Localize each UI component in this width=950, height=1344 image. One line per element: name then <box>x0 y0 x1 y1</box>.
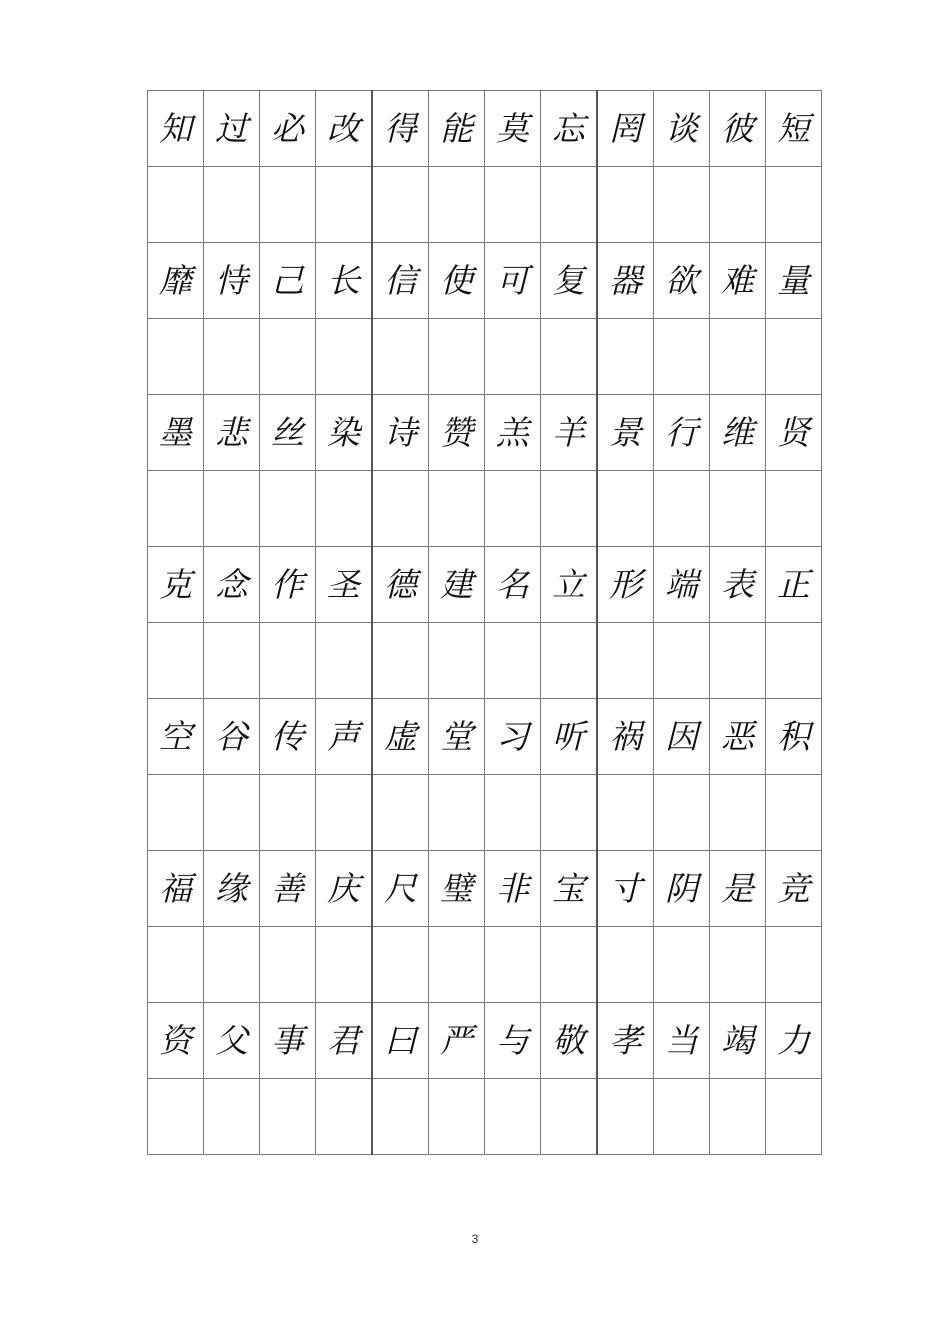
practice-cell[interactable] <box>316 623 373 699</box>
model-character-cell: 虚 <box>372 699 429 775</box>
practice-cell[interactable] <box>372 319 429 395</box>
practice-cell[interactable] <box>541 1079 598 1155</box>
practice-row <box>148 1079 822 1155</box>
practice-cell[interactable] <box>766 167 822 243</box>
practice-cell[interactable] <box>710 319 766 395</box>
model-character-cell: 父 <box>204 1003 260 1079</box>
model-character-cell: 福 <box>148 851 204 927</box>
practice-cell[interactable] <box>260 319 316 395</box>
model-character-cell: 竭 <box>710 1003 766 1079</box>
model-character-cell: 墨 <box>148 395 204 471</box>
practice-cell[interactable] <box>316 1079 373 1155</box>
practice-cell[interactable] <box>148 623 204 699</box>
model-character-cell: 可 <box>485 243 541 319</box>
model-character-cell: 改 <box>316 91 373 167</box>
practice-cell[interactable] <box>260 623 316 699</box>
practice-cell[interactable] <box>766 927 822 1003</box>
model-character-cell: 难 <box>710 243 766 319</box>
copybook-sheet <box>147 90 810 1148</box>
practice-cell[interactable] <box>766 775 822 851</box>
model-character-cell: 欲 <box>654 243 710 319</box>
model-character-cell: 与 <box>485 1003 541 1079</box>
practice-row <box>148 319 822 395</box>
practice-cell[interactable] <box>485 927 541 1003</box>
page-number: 3 <box>471 1232 479 1246</box>
model-character-cell: 缘 <box>204 851 260 927</box>
model-character-cell: 立 <box>541 547 598 623</box>
practice-cell[interactable] <box>597 319 654 395</box>
model-character-cell: 名 <box>485 547 541 623</box>
practice-cell[interactable] <box>597 775 654 851</box>
practice-cell[interactable] <box>485 623 541 699</box>
practice-cell[interactable] <box>316 319 373 395</box>
model-character-cell: 非 <box>485 851 541 927</box>
model-character-cell: 复 <box>541 243 598 319</box>
model-character-cell: 听 <box>541 699 598 775</box>
practice-cell[interactable] <box>429 471 485 547</box>
model-character-cell: 能 <box>429 91 485 167</box>
model-character-cell: 习 <box>485 699 541 775</box>
practice-cell[interactable] <box>710 1079 766 1155</box>
model-character-cell: 当 <box>654 1003 710 1079</box>
practice-cell[interactable] <box>654 319 710 395</box>
model-character-cell: 羔 <box>485 395 541 471</box>
practice-cell[interactable] <box>148 319 204 395</box>
model-character-cell: 器 <box>597 243 654 319</box>
practice-cell[interactable] <box>710 775 766 851</box>
practice-cell[interactable] <box>766 623 822 699</box>
model-character-cell: 寸 <box>597 851 654 927</box>
practice-cell[interactable] <box>541 623 598 699</box>
practice-cell[interactable] <box>541 775 598 851</box>
practice-cell[interactable] <box>541 319 598 395</box>
practice-cell[interactable] <box>766 319 822 395</box>
practice-cell[interactable] <box>429 775 485 851</box>
model-character-cell: 信 <box>372 243 429 319</box>
model-character-cell: 罔 <box>597 91 654 167</box>
practice-cell[interactable] <box>204 319 260 395</box>
practice-cell[interactable] <box>766 471 822 547</box>
model-character-cell: 恃 <box>204 243 260 319</box>
model-character-cell: 彼 <box>710 91 766 167</box>
model-character-cell: 庆 <box>316 851 373 927</box>
model-character-cell: 尺 <box>372 851 429 927</box>
model-character-cell: 维 <box>710 395 766 471</box>
model-character-cell: 空 <box>148 699 204 775</box>
practice-cell[interactable] <box>148 1079 204 1155</box>
practice-cell[interactable] <box>597 623 654 699</box>
practice-cell[interactable] <box>429 927 485 1003</box>
practice-cell[interactable] <box>316 471 373 547</box>
practice-cell[interactable] <box>485 1079 541 1155</box>
practice-row <box>148 623 822 699</box>
practice-cell[interactable] <box>316 775 373 851</box>
model-character-cell: 忘 <box>541 91 598 167</box>
model-character-cell: 严 <box>429 1003 485 1079</box>
model-character-cell: 竞 <box>766 851 822 927</box>
practice-cell[interactable] <box>204 927 260 1003</box>
model-character-cell: 形 <box>597 547 654 623</box>
model-character-cell: 君 <box>316 1003 373 1079</box>
model-character-cell: 阴 <box>654 851 710 927</box>
practice-cell[interactable] <box>148 927 204 1003</box>
model-character-cell: 贤 <box>766 395 822 471</box>
practice-cell[interactable] <box>148 775 204 851</box>
practice-cell[interactable] <box>541 927 598 1003</box>
model-character-cell: 念 <box>204 547 260 623</box>
model-character-cell: 克 <box>148 547 204 623</box>
model-character-cell: 景 <box>597 395 654 471</box>
model-character-cell: 赞 <box>429 395 485 471</box>
practice-cell[interactable] <box>429 623 485 699</box>
model-character-cell: 表 <box>710 547 766 623</box>
model-character-cell: 事 <box>260 1003 316 1079</box>
practice-cell[interactable] <box>204 623 260 699</box>
practice-row <box>148 927 822 1003</box>
model-row <box>148 1003 822 1079</box>
model-character-cell: 过 <box>204 91 260 167</box>
model-character-cell: 谷 <box>204 699 260 775</box>
model-character-cell: 靡 <box>148 243 204 319</box>
model-character-cell: 知 <box>148 91 204 167</box>
model-character-cell: 染 <box>316 395 373 471</box>
model-character-cell: 善 <box>260 851 316 927</box>
model-character-cell: 短 <box>766 91 822 167</box>
model-row <box>148 395 822 471</box>
model-character-cell: 孝 <box>597 1003 654 1079</box>
model-character-cell: 因 <box>654 699 710 775</box>
practice-cell[interactable] <box>654 927 710 1003</box>
model-character-cell: 传 <box>260 699 316 775</box>
practice-cell[interactable] <box>204 471 260 547</box>
character-grid <box>147 90 822 1155</box>
model-character-cell: 力 <box>766 1003 822 1079</box>
practice-cell[interactable] <box>260 167 316 243</box>
model-character-cell: 积 <box>766 699 822 775</box>
model-row <box>148 547 822 623</box>
model-character-cell: 曰 <box>372 1003 429 1079</box>
model-character-cell: 德 <box>372 547 429 623</box>
practice-cell[interactable] <box>260 1079 316 1155</box>
practice-cell[interactable] <box>372 775 429 851</box>
practice-cell[interactable] <box>204 1079 260 1155</box>
practice-cell[interactable] <box>485 471 541 547</box>
model-character-cell: 祸 <box>597 699 654 775</box>
practice-cell[interactable] <box>766 1079 822 1155</box>
model-character-cell: 正 <box>766 547 822 623</box>
practice-cell[interactable] <box>654 623 710 699</box>
practice-cell[interactable] <box>597 471 654 547</box>
model-character-cell: 谈 <box>654 91 710 167</box>
practice-cell[interactable] <box>316 927 373 1003</box>
practice-cell[interactable] <box>260 927 316 1003</box>
model-character-cell: 宝 <box>541 851 598 927</box>
practice-cell[interactable] <box>710 927 766 1003</box>
model-row <box>148 91 822 167</box>
model-row <box>148 851 822 927</box>
practice-cell[interactable] <box>710 167 766 243</box>
model-character-cell: 羊 <box>541 395 598 471</box>
model-character-cell: 恶 <box>710 699 766 775</box>
model-character-cell: 使 <box>429 243 485 319</box>
practice-cell[interactable] <box>654 471 710 547</box>
model-character-cell: 悲 <box>204 395 260 471</box>
model-character-cell: 声 <box>316 699 373 775</box>
practice-cell[interactable] <box>485 167 541 243</box>
model-character-cell: 端 <box>654 547 710 623</box>
model-row <box>148 243 822 319</box>
model-character-cell: 己 <box>260 243 316 319</box>
model-character-cell: 莫 <box>485 91 541 167</box>
model-character-cell: 丝 <box>260 395 316 471</box>
practice-cell[interactable] <box>485 319 541 395</box>
model-character-cell: 得 <box>372 91 429 167</box>
practice-cell[interactable] <box>541 167 598 243</box>
practice-cell[interactable] <box>710 471 766 547</box>
practice-cell[interactable] <box>429 1079 485 1155</box>
practice-cell[interactable] <box>372 927 429 1003</box>
practice-cell[interactable] <box>710 623 766 699</box>
model-character-cell: 长 <box>316 243 373 319</box>
practice-cell[interactable] <box>485 775 541 851</box>
practice-cell[interactable] <box>316 167 373 243</box>
model-character-cell: 必 <box>260 91 316 167</box>
model-character-cell: 诗 <box>372 395 429 471</box>
model-character-cell: 圣 <box>316 547 373 623</box>
practice-cell[interactable] <box>260 471 316 547</box>
practice-cell[interactable] <box>429 319 485 395</box>
practice-cell[interactable] <box>204 167 260 243</box>
practice-cell[interactable] <box>654 775 710 851</box>
practice-cell[interactable] <box>260 775 316 851</box>
practice-row <box>148 471 822 547</box>
practice-cell[interactable] <box>597 1079 654 1155</box>
practice-cell[interactable] <box>372 471 429 547</box>
practice-cell[interactable] <box>429 167 485 243</box>
practice-cell[interactable] <box>597 927 654 1003</box>
practice-cell[interactable] <box>372 1079 429 1155</box>
practice-cell[interactable] <box>597 167 654 243</box>
model-character-cell: 建 <box>429 547 485 623</box>
practice-row <box>148 775 822 851</box>
model-character-cell: 量 <box>766 243 822 319</box>
model-character-cell: 行 <box>654 395 710 471</box>
practice-cell[interactable] <box>148 471 204 547</box>
practice-cell[interactable] <box>372 623 429 699</box>
practice-cell[interactable] <box>204 775 260 851</box>
model-character-cell: 堂 <box>429 699 485 775</box>
practice-cell[interactable] <box>654 1079 710 1155</box>
practice-cell[interactable] <box>372 167 429 243</box>
model-character-cell: 作 <box>260 547 316 623</box>
practice-row <box>148 167 822 243</box>
model-character-cell: 是 <box>710 851 766 927</box>
model-character-cell: 资 <box>148 1003 204 1079</box>
model-character-cell: 敬 <box>541 1003 598 1079</box>
practice-cell[interactable] <box>541 471 598 547</box>
model-row <box>148 699 822 775</box>
practice-cell[interactable] <box>654 167 710 243</box>
model-character-cell: 璧 <box>429 851 485 927</box>
practice-cell[interactable] <box>148 167 204 243</box>
